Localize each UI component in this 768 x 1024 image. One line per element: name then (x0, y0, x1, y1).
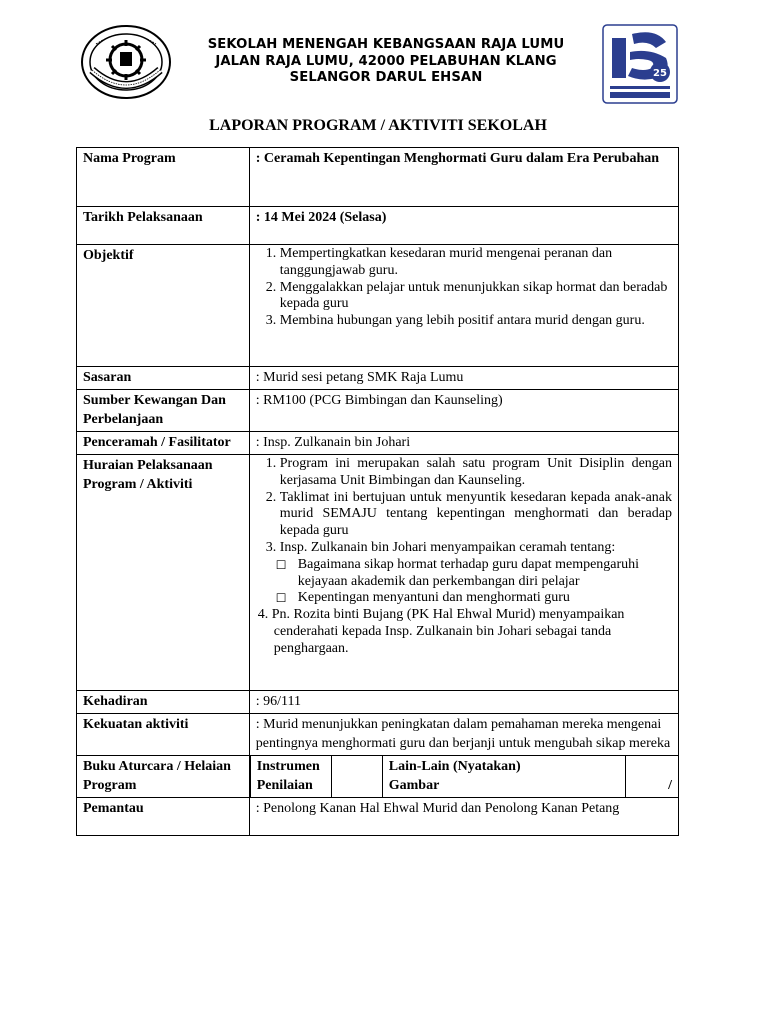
label-objektif: Objektif (77, 245, 250, 367)
label-kehadiran: Kehadiran (77, 691, 250, 714)
report-title: LAPORAN PROGRAM / AKTIVITI SEKOLAH (209, 117, 547, 134)
huraian-item: 1. Program ini merupakan salah satu program Unit Disiplin dengan kerjasama Unit Bimbingan dan Kaunseling. (280, 456, 672, 490)
row-penceramah (77, 432, 679, 455)
value-kehadiran: : 96/111 (249, 691, 678, 714)
row-objektif (77, 245, 679, 367)
lampiran-subtable (250, 756, 678, 797)
huraian-item-text: Insp. Zulkanain bin Johari menyampaikan ceramah tentang: (279, 539, 616, 555)
school-state-line: SELANGOR DARUL EHSAN (289, 70, 483, 85)
huraian-item-4-text: Pn. Rozita binti Bujang (PK Hal Ehwal Murid) menyampaikan cenderahati kepada Insp. Zulkanain bin Johari sebagai tanda penghargaan. (271, 607, 625, 656)
label-lain-lain (382, 756, 625, 797)
checkbox-bullet-icon: ☐ (275, 557, 287, 572)
label-huraian: Huraian Pelaksanaan Program / Aktiviti (77, 455, 250, 691)
value-pemantau: : Penolong Kanan Hal Ehwal Murid dan Penolong Kanan Petang (249, 798, 678, 836)
value-sumber: : RM100 (PCG Bimbingan dan Kaunseling) (249, 390, 678, 432)
label-lain-lain-text: Lain-Lain (Nyatakan) (388, 759, 521, 774)
label-tarikh: Tarikh Pelaksanaan (77, 207, 250, 245)
label-sumber: Sumber Kewangan Dan Perbelanjaan (77, 390, 250, 432)
row-huraian (77, 455, 679, 691)
anniversary-logo (602, 24, 678, 104)
row-kekuatan (77, 714, 679, 756)
school-address-line: JALAN RAJA LUMU, 42000 PELABUHAN KLANG (215, 53, 557, 69)
label-instrumen: Instrumen Penilaian (250, 756, 331, 797)
value-kekuatan: : Murid menunjukkan peningkatan dalam pemahaman mereka mengenai pentingnya menghormati guru dan berjanji untuk mengubah sikap mereka (249, 714, 678, 756)
value-tarikh: : 14 Mei 2024 (Selasa) (249, 207, 678, 245)
row-sumber (77, 390, 679, 432)
objektif-list (256, 246, 672, 330)
row-sasaran (77, 367, 679, 390)
value-penceramah: : Insp. Zulkanain bin Johari (249, 432, 678, 455)
label-penceramah: Penceramah / Fasilitator (77, 432, 250, 455)
row-pemantau (77, 798, 679, 836)
huraian-item: 2. Taklimat ini bertujuan untuk menyuntik kesedaran kepada anak-anak murid SEMAJU tentang kepentingan menghormati dan beradap kepada guru (280, 490, 672, 540)
label-gambar: Gambar (388, 778, 440, 793)
report-header (76, 22, 680, 110)
lampiran-check-lain: / (668, 778, 672, 793)
lampiran-check-instrumen (331, 756, 382, 797)
huraian-item (280, 540, 672, 557)
huraian-item-4 (258, 607, 672, 657)
svg-text:25: 25 (653, 68, 667, 79)
huraian-bullet: ☐ Bagaimana sikap hormat terhadap guru dapat mempengaruhi kejayaan akademik dan perkembangan diri pelajar (275, 556, 640, 589)
school-name-line1: SEKOLAH MENENGAH KEBANGSAAN RAJA LUMU (207, 37, 565, 52)
label-buku-aturcara: Buku Aturcara / Helaian Program (77, 756, 250, 798)
report-table (76, 147, 679, 836)
row-nama-program (77, 148, 679, 207)
school-name (180, 37, 592, 87)
label-kekuatan: Kekuatan aktiviti (77, 714, 250, 756)
huraian-bullet-list (256, 557, 672, 607)
checkbox-bullet-icon: ☐ (275, 591, 287, 606)
school-crest-logo (80, 22, 172, 100)
row-lampiran (77, 756, 679, 798)
row-kehadiran (77, 691, 679, 714)
huraian-list (256, 456, 672, 557)
label-pemantau: Pemantau (77, 798, 250, 836)
huraian-item-4-number: 4. (257, 607, 269, 623)
objektif-item: 2. Menggalakkan pelajar untuk menunjukkan sikap hormat dan beradab kepada guru (280, 280, 672, 314)
value-huraian (249, 455, 678, 691)
huraian-bullet: ☐ Kepentingan menyantuni dan menghormati guru (275, 590, 570, 606)
row-tarikh (77, 207, 679, 245)
value-sasaran: : Murid sesi petang SMK Raja Lumu (249, 367, 678, 390)
objektif-item: 3. Membina hubungan yang lebih positif antara murid dengan guru. (280, 313, 672, 330)
value-objektif (249, 245, 678, 367)
value-nama-program: : Ceramah Kepentingan Menghormati Guru dalam Era Perubahan (249, 148, 678, 207)
label-sasaran: Sasaran (77, 367, 250, 390)
objektif-item: 1. Mempertingkatkan kesedaran murid mengenai peranan dan tanggungjawab guru. (280, 246, 672, 280)
label-nama-program: Nama Program (77, 148, 250, 207)
lampiran-cell (249, 756, 678, 798)
